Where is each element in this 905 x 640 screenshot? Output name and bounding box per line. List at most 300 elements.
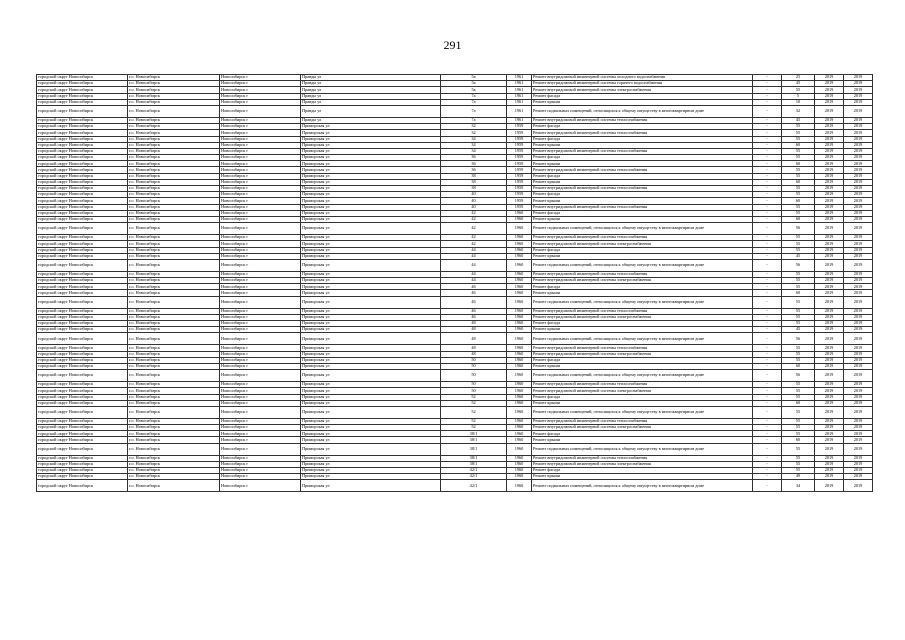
cost-cell: 60 <box>782 363 815 369</box>
municipality-cell: городской округ Новосибирск <box>37 167 128 173</box>
build-year-cell: 1960 <box>507 357 532 363</box>
street-cell: Правды ул <box>301 117 441 123</box>
urban-district-cell: г.о. Новосибирск <box>128 223 220 235</box>
municipality-cell: городской округ Новосибирск <box>37 363 128 369</box>
end-year-cell: 2019 <box>844 437 873 443</box>
municipality-cell: городской округ Новосибирск <box>37 81 128 87</box>
end-year-cell: 2019 <box>844 357 873 363</box>
start-year-cell: 2019 <box>815 455 844 461</box>
placeholder-cell: - <box>753 437 782 443</box>
house-number-cell: 44 <box>441 271 507 277</box>
end-year-cell: 2019 <box>844 259 873 271</box>
build-year-cell: 1960 <box>507 400 532 406</box>
start-year-cell: 2019 <box>815 124 844 130</box>
end-year-cell: 2019 <box>844 296 873 308</box>
work-type-cell: Ремонт фасада <box>532 136 753 142</box>
placeholder-cell: - <box>753 284 782 290</box>
urban-district-cell: г.о. Новосибирск <box>128 81 220 87</box>
city-cell: Новосибирск г <box>220 455 301 461</box>
city-cell: Новосибирск г <box>220 437 301 443</box>
urban-district-cell: г.о. Новосибирск <box>128 186 220 192</box>
street-cell: Приморская ул <box>301 321 441 327</box>
urban-district-cell: г.о. Новосибирск <box>128 130 220 136</box>
street-cell: Приморская ул <box>301 461 441 467</box>
city-cell: Новосибирск г <box>220 253 301 259</box>
end-year-cell: 2019 <box>844 130 873 136</box>
work-type-cell: Ремонт крыши <box>532 400 753 406</box>
end-year-cell: 2019 <box>844 418 873 424</box>
urban-district-cell: г.о. Новосибирск <box>128 216 220 222</box>
end-year-cell: 2019 <box>844 382 873 388</box>
work-type-cell: Ремонт крыши <box>532 290 753 296</box>
end-year-cell: 2019 <box>844 93 873 99</box>
work-type-cell: Ремонт крыши <box>532 216 753 222</box>
work-type-cell: Ремонт внутридомовой инженерной системы горячего водоснабжения <box>532 81 753 87</box>
house-number-cell: 50 <box>441 363 507 369</box>
build-year-cell: 1960 <box>507 382 532 388</box>
placeholder-cell: - <box>753 388 782 394</box>
city-cell: Новосибирск г <box>220 167 301 173</box>
placeholder-cell: - <box>753 271 782 277</box>
cost-cell: 55 <box>782 308 815 314</box>
cost-cell: 55 <box>782 204 815 210</box>
house-number-cell: 52 <box>441 400 507 406</box>
urban-district-cell: г.о. Новосибирск <box>128 148 220 154</box>
street-cell: Правды ул <box>301 87 441 93</box>
urban-district-cell: г.о. Новосибирск <box>128 124 220 130</box>
work-type-cell: Ремонт внутридомовой инженерной системы электроснабжения <box>532 241 753 247</box>
work-type-cell: Ремонт внутридомовой инженерной системы теплоснабжения <box>532 235 753 241</box>
start-year-cell: 2019 <box>815 468 844 474</box>
cost-cell: 55 <box>782 443 815 455</box>
cost-cell: 55 <box>782 192 815 198</box>
work-type-cell: Ремонт фасада <box>532 173 753 179</box>
house-number-cell: 42 <box>441 216 507 222</box>
build-year-cell: 1960 <box>507 388 532 394</box>
placeholder-cell: - <box>753 216 782 222</box>
cost-cell: 60 <box>782 142 815 148</box>
start-year-cell: 2019 <box>815 235 844 241</box>
street-cell: Приморская ул <box>301 198 441 204</box>
work-type-cell: Ремонт внутридомовой инженерной системы теплоснабжения <box>532 418 753 424</box>
cost-cell: 55 <box>782 241 815 247</box>
build-year-cell: 1960 <box>507 235 532 241</box>
start-year-cell: 2019 <box>815 204 844 210</box>
house-number-cell: 52 <box>441 425 507 431</box>
placeholder-cell: - <box>753 333 782 345</box>
work-type-cell: Ремонт подвальных помещений, относящихся к общему имуществу в многоквартирном доме <box>532 333 753 345</box>
build-year-cell: 1960 <box>507 461 532 467</box>
placeholder-cell: - <box>753 179 782 185</box>
work-type-cell: Ремонт крыши <box>532 179 753 185</box>
build-year-cell: 1959 <box>507 155 532 161</box>
municipality-cell: городской округ Новосибирск <box>37 223 128 235</box>
urban-district-cell: г.о. Новосибирск <box>128 345 220 351</box>
city-cell: Новосибирск г <box>220 87 301 93</box>
house-number-cell: 48 <box>441 321 507 327</box>
cost-cell: 55 <box>782 406 815 418</box>
municipality-cell: городской округ Новосибирск <box>37 179 128 185</box>
end-year-cell: 2019 <box>844 468 873 474</box>
placeholder-cell: - <box>753 210 782 216</box>
cost-cell: 56 <box>782 259 815 271</box>
build-year-cell: 1960 <box>507 290 532 296</box>
city-cell: Новосибирск г <box>220 247 301 253</box>
city-cell: Новосибирск г <box>220 259 301 271</box>
cost-cell: 55 <box>782 357 815 363</box>
placeholder-cell: - <box>753 161 782 167</box>
city-cell: Новосибирск г <box>220 105 301 117</box>
start-year-cell: 2019 <box>815 253 844 259</box>
placeholder-cell: - <box>753 87 782 93</box>
table-row <box>37 223 873 235</box>
placeholder-cell: - <box>753 400 782 406</box>
house-number-cell: 34 <box>441 148 507 154</box>
urban-district-cell: г.о. Новосибирск <box>128 87 220 93</box>
end-year-cell: 2019 <box>844 308 873 314</box>
build-year-cell: 1960 <box>507 363 532 369</box>
city-cell: Новосибирск г <box>220 148 301 154</box>
urban-district-cell: г.о. Новосибирск <box>128 253 220 259</box>
house-number-cell: 48 <box>441 333 507 345</box>
city-cell: Новосибирск г <box>220 216 301 222</box>
municipality-cell: городской округ Новосибирск <box>37 437 128 443</box>
municipality-cell: городской округ Новосибирск <box>37 87 128 93</box>
work-type-cell: Ремонт фасада <box>532 124 753 130</box>
municipality-cell: городской округ Новосибирск <box>37 284 128 290</box>
build-year-cell: 1959 <box>507 130 532 136</box>
placeholder-cell: - <box>753 431 782 437</box>
end-year-cell: 2019 <box>844 241 873 247</box>
cost-cell: 60 <box>782 290 815 296</box>
street-cell: Приморская ул <box>301 388 441 394</box>
build-year-cell: 1960 <box>507 247 532 253</box>
street-cell: Приморская ул <box>301 406 441 418</box>
build-year-cell: 1960 <box>507 253 532 259</box>
table-row <box>37 296 873 308</box>
start-year-cell: 2019 <box>815 327 844 333</box>
end-year-cell: 2019 <box>844 351 873 357</box>
city-cell: Новосибирск г <box>220 296 301 308</box>
municipality-cell: городской округ Новосибирск <box>37 388 128 394</box>
urban-district-cell: г.о. Новосибирск <box>128 388 220 394</box>
placeholder-cell: - <box>753 198 782 204</box>
city-cell: Новосибирск г <box>220 161 301 167</box>
city-cell: Новосибирск г <box>220 468 301 474</box>
house-number-cell: 38 <box>441 179 507 185</box>
work-type-cell: Ремонт крыши <box>532 437 753 443</box>
work-type-cell: Ремонт фасада <box>532 93 753 99</box>
work-type-cell: Ремонт крыши <box>532 142 753 148</box>
urban-district-cell: г.о. Новосибирск <box>128 308 220 314</box>
start-year-cell: 2019 <box>815 87 844 93</box>
start-year-cell: 2019 <box>815 93 844 99</box>
work-type-cell: Ремонт фасада <box>532 155 753 161</box>
street-cell: Приморская ул <box>301 308 441 314</box>
build-year-cell: 1960 <box>507 327 532 333</box>
city-cell: Новосибирск г <box>220 461 301 467</box>
city-cell: Новосибирск г <box>220 192 301 198</box>
start-year-cell: 2019 <box>815 314 844 320</box>
house-number-cell: 48 <box>441 345 507 351</box>
end-year-cell: 2019 <box>844 345 873 351</box>
work-type-cell: Ремонт внутридомовой инженерной системы теплоснабжения <box>532 382 753 388</box>
municipality-cell: городской округ Новосибирск <box>37 75 128 81</box>
city-cell: Новосибирск г <box>220 271 301 277</box>
build-year-cell: 1960 <box>507 259 532 271</box>
city-cell: Новосибирск г <box>220 370 301 382</box>
placeholder-cell: - <box>753 296 782 308</box>
urban-district-cell: г.о. Новосибирск <box>128 210 220 216</box>
street-cell: Приморская ул <box>301 173 441 179</box>
start-year-cell: 2019 <box>815 223 844 235</box>
city-cell: Новосибирск г <box>220 290 301 296</box>
placeholder-cell: - <box>753 290 782 296</box>
end-year-cell: 2019 <box>844 370 873 382</box>
house-number-cell: 38/1 <box>441 431 507 437</box>
cost-cell: 60 <box>782 216 815 222</box>
end-year-cell: 2019 <box>844 173 873 179</box>
work-type-cell: Ремонт внутридомовой инженерной системы теплоснабжения <box>532 345 753 351</box>
end-year-cell: 2019 <box>844 461 873 467</box>
placeholder-cell: - <box>753 93 782 99</box>
street-cell: Приморская ул <box>301 382 441 388</box>
build-year-cell: 1961 <box>507 105 532 117</box>
municipality-cell: городской округ Новосибирск <box>37 425 128 431</box>
house-number-cell: 42/1 <box>441 480 507 492</box>
municipality-cell: городской округ Новосибирск <box>37 461 128 467</box>
build-year-cell: 1960 <box>507 351 532 357</box>
end-year-cell: 2019 <box>844 443 873 455</box>
placeholder-cell: - <box>753 370 782 382</box>
start-year-cell: 2019 <box>815 167 844 173</box>
municipality-cell: городской округ Новосибирск <box>37 327 128 333</box>
start-year-cell: 2019 <box>815 198 844 204</box>
start-year-cell: 2019 <box>815 363 844 369</box>
build-year-cell: 1960 <box>507 333 532 345</box>
house-number-cell: 42 <box>441 223 507 235</box>
municipality-cell: городской округ Новосибирск <box>37 124 128 130</box>
start-year-cell: 2019 <box>815 321 844 327</box>
urban-district-cell: г.о. Новосибирск <box>128 468 220 474</box>
house-number-cell: 44 <box>441 247 507 253</box>
municipality-cell: городской округ Новосибирск <box>37 278 128 284</box>
build-year-cell: 1959 <box>507 192 532 198</box>
urban-district-cell: г.о. Новосибирск <box>128 400 220 406</box>
street-cell: Приморская ул <box>301 437 441 443</box>
urban-district-cell: г.о. Новосибирск <box>128 136 220 142</box>
start-year-cell: 2019 <box>815 75 844 81</box>
municipality-cell: городской округ Новосибирск <box>37 443 128 455</box>
end-year-cell: 2019 <box>844 124 873 130</box>
end-year-cell: 2019 <box>844 167 873 173</box>
work-type-cell: Ремонт фасада <box>532 284 753 290</box>
municipality-cell: городской округ Новосибирск <box>37 155 128 161</box>
city-cell: Новосибирск г <box>220 321 301 327</box>
street-cell: Приморская ул <box>301 136 441 142</box>
city-cell: Новосибирск г <box>220 382 301 388</box>
start-year-cell: 2019 <box>815 474 844 480</box>
placeholder-cell: - <box>753 117 782 123</box>
city-cell: Новосибирск г <box>220 345 301 351</box>
house-number-cell: 7а <box>441 117 507 123</box>
cost-cell: 55 <box>782 124 815 130</box>
house-number-cell: 42 <box>441 241 507 247</box>
cost-cell: 55 <box>782 173 815 179</box>
street-cell: Приморская ул <box>301 455 441 461</box>
municipality-cell: городской округ Новосибирск <box>37 136 128 142</box>
build-year-cell: 1960 <box>507 406 532 418</box>
start-year-cell: 2019 <box>815 333 844 345</box>
urban-district-cell: г.о. Новосибирск <box>128 431 220 437</box>
municipality-cell: городской округ Новосибирск <box>37 455 128 461</box>
placeholder-cell: - <box>753 148 782 154</box>
city-cell: Новосибирск г <box>220 431 301 437</box>
municipality-cell: городской округ Новосибирск <box>37 370 128 382</box>
urban-district-cell: г.о. Новосибирск <box>128 394 220 400</box>
cost-cell: 55 <box>782 382 815 388</box>
start-year-cell: 2019 <box>815 461 844 467</box>
cost-cell: 5 <box>782 93 815 99</box>
municipality-cell: городской округ Новосибирск <box>37 345 128 351</box>
start-year-cell: 2019 <box>815 136 844 142</box>
build-year-cell: 1960 <box>507 278 532 284</box>
city-cell: Новосибирск г <box>220 173 301 179</box>
street-cell: Правды ул <box>301 99 441 105</box>
urban-district-cell: г.о. Новосибирск <box>128 461 220 467</box>
end-year-cell: 2019 <box>844 81 873 87</box>
build-year-cell: 1960 <box>507 425 532 431</box>
urban-district-cell: г.о. Новосибирск <box>128 161 220 167</box>
house-number-cell: 46 <box>441 308 507 314</box>
city-cell: Новосибирск г <box>220 400 301 406</box>
house-number-cell: 7а <box>441 93 507 99</box>
start-year-cell: 2019 <box>815 437 844 443</box>
urban-district-cell: г.о. Новосибирск <box>128 192 220 198</box>
municipality-cell: городской округ Новосибирск <box>37 235 128 241</box>
municipality-cell: городской округ Новосибирск <box>37 241 128 247</box>
table-row <box>37 370 873 382</box>
end-year-cell: 2019 <box>844 455 873 461</box>
city-cell: Новосибирск г <box>220 425 301 431</box>
city-cell: Новосибирск г <box>220 314 301 320</box>
placeholder-cell: - <box>753 382 782 388</box>
city-cell: Новосибирск г <box>220 81 301 87</box>
end-year-cell: 2019 <box>844 117 873 123</box>
municipality-cell: городской округ Новосибирск <box>37 431 128 437</box>
placeholder-cell: - <box>753 425 782 431</box>
build-year-cell: 1959 <box>507 136 532 142</box>
start-year-cell: 2019 <box>815 357 844 363</box>
end-year-cell: 2019 <box>844 155 873 161</box>
urban-district-cell: г.о. Новосибирск <box>128 271 220 277</box>
start-year-cell: 2019 <box>815 388 844 394</box>
cost-cell: 55 <box>782 345 815 351</box>
work-type-cell: Ремонт внутридомовой инженерной системы электроснабжения <box>532 388 753 394</box>
end-year-cell: 2019 <box>844 198 873 204</box>
start-year-cell: 2019 <box>815 406 844 418</box>
house-number-cell: 38 <box>441 173 507 179</box>
street-cell: Приморская ул <box>301 241 441 247</box>
build-year-cell: 1960 <box>507 443 532 455</box>
start-year-cell: 2019 <box>815 142 844 148</box>
placeholder-cell: - <box>753 247 782 253</box>
build-year-cell: 1959 <box>507 167 532 173</box>
street-cell: Приморская ул <box>301 480 441 492</box>
municipality-cell: городской округ Новосибирск <box>37 351 128 357</box>
placeholder-cell: - <box>753 321 782 327</box>
end-year-cell: 2019 <box>844 192 873 198</box>
urban-district-cell: г.о. Новосибирск <box>128 105 220 117</box>
cost-cell: 55 <box>782 461 815 467</box>
placeholder-cell: - <box>753 105 782 117</box>
start-year-cell: 2019 <box>815 418 844 424</box>
cost-cell: 55 <box>782 235 815 241</box>
urban-district-cell: г.о. Новосибирск <box>128 474 220 480</box>
cost-cell: 34 <box>782 480 815 492</box>
cost-cell: 55 <box>782 314 815 320</box>
street-cell: Приморская ул <box>301 345 441 351</box>
start-year-cell: 2019 <box>815 173 844 179</box>
end-year-cell: 2019 <box>844 271 873 277</box>
end-year-cell: 2019 <box>844 216 873 222</box>
city-cell: Новосибирск г <box>220 130 301 136</box>
city-cell: Новосибирск г <box>220 278 301 284</box>
build-year-cell: 1960 <box>507 480 532 492</box>
placeholder-cell: - <box>753 99 782 105</box>
street-cell: Приморская ул <box>301 400 441 406</box>
cost-cell: 55 <box>782 87 815 93</box>
build-year-cell: 1960 <box>507 418 532 424</box>
start-year-cell: 2019 <box>815 99 844 105</box>
cost-cell: 55 <box>782 455 815 461</box>
house-number-cell: 32 <box>441 130 507 136</box>
house-number-cell: 42 <box>441 235 507 241</box>
start-year-cell: 2019 <box>815 105 844 117</box>
urban-district-cell: г.о. Новосибирск <box>128 99 220 105</box>
cost-cell: 55 <box>782 284 815 290</box>
urban-district-cell: г.о. Новосибирск <box>128 418 220 424</box>
cost-cell: 45 <box>782 81 815 87</box>
municipality-cell: городской округ Новосибирск <box>37 418 128 424</box>
municipality-cell: городской округ Новосибирск <box>37 271 128 277</box>
work-type-cell: Ремонт подвальных помещений, относящихся к общему имуществу в многоквартирном доме <box>532 480 753 492</box>
cost-cell: 25 <box>782 75 815 81</box>
house-number-cell: 40 <box>441 198 507 204</box>
work-type-cell: Ремонт крыши <box>532 327 753 333</box>
house-number-cell: 50 <box>441 370 507 382</box>
placeholder-cell: - <box>753 241 782 247</box>
urban-district-cell: г.о. Новосибирск <box>128 235 220 241</box>
end-year-cell: 2019 <box>844 210 873 216</box>
start-year-cell: 2019 <box>815 186 844 192</box>
house-number-cell: 34 <box>441 136 507 142</box>
end-year-cell: 2019 <box>844 105 873 117</box>
placeholder-cell: - <box>753 351 782 357</box>
placeholder-cell: - <box>753 327 782 333</box>
urban-district-cell: г.о. Новосибирск <box>128 278 220 284</box>
work-type-cell: Ремонт фасада <box>532 192 753 198</box>
house-number-cell: 32 <box>441 124 507 130</box>
table-row <box>37 406 873 418</box>
build-year-cell: 1960 <box>507 394 532 400</box>
start-year-cell: 2019 <box>815 241 844 247</box>
build-year-cell: 1960 <box>507 284 532 290</box>
urban-district-cell: г.о. Новосибирск <box>128 247 220 253</box>
start-year-cell: 2019 <box>815 382 844 388</box>
cost-cell: 49 <box>782 474 815 480</box>
start-year-cell: 2019 <box>815 117 844 123</box>
